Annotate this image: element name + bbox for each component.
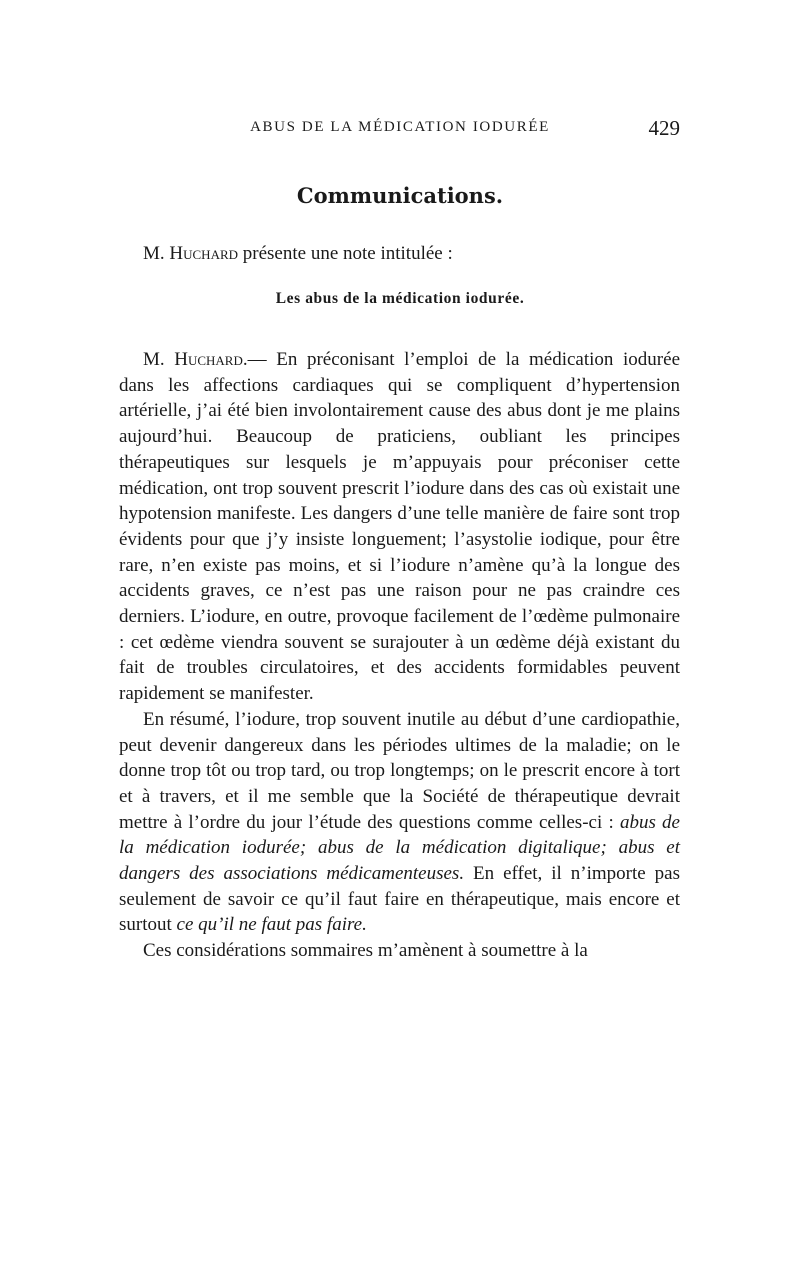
paragraph-2 bbox=[119, 707, 680, 938]
announcement-speaker: M. Huchard bbox=[143, 243, 239, 264]
paragraph-1-speaker: M. Huchard. bbox=[143, 349, 248, 370]
paragraph-2-italic-topics: abus de la médication iodurée; abus de la médication digitalique; abus et dangers des associations médicamenteuses. bbox=[119, 811, 680, 885]
paper-title: Les abus de la médication iodurée. bbox=[275, 290, 525, 307]
paragraph-2-text-before: En résumé, l’iodure, trop souvent inutile au début d’une cardiopathie, peut devenir dangereux dans les périodes ultimes de la maladie; on le donne trop tôt ou trop tard, ou trop longtemps; on le prescrit encore à tort et à travers, et il me semble que la Société de thérapeutique devrait mettre à l’ordre du jour l’étude des questions comme celles-ci : bbox=[119, 708, 680, 833]
paragraph-2-italic-end: ce qu’il ne faut pas faire. bbox=[176, 914, 367, 936]
paragraph-1-text: — En préconisant l’emploi de la médication iodurée dans les affections cardiaques qui se compliquent d’hypertension artérielle, j’ai été bien involontairement cause des abus dont je me plains aujourd’hui. Beaucoup de praticiens, oubliant les principes thérapeutiques sur lesquels je m’appuyais pour préconiser cette médication, ont trop souvent prescrit l’iodure dans des cas où existait une hypotension manifeste. Les dangers d’une telle manière de faire sont trop évidents pour que j’y insiste longuement; l’asystolie iodique, pour être rare, n’en existe pas moins, et si l’iodure n’amène qu’à la longue des accidents graves, ce n’est pas une raison pour ne pas craindre ces derniers. L’iodure, en outre, provoque facilement de l’œdème pulmonaire : cet œdème viendra souvent se surajouter à un œdème déjà existant du fait de troubles circulatoires, et des accidents formidables peuvent rapidement se manifester. bbox=[119, 349, 680, 705]
section-title: Communications. bbox=[296, 183, 504, 208]
running-header bbox=[120, 116, 680, 142]
announcement-text: présente une note intitulée : bbox=[238, 243, 453, 264]
running-title: ABUS DE LA MÉDICATION IODURÉE bbox=[250, 119, 550, 135]
paragraph-2-text-middle: En effet, il n’importe pas seulement de savoir ce qu’il faut faire en thérapeutique, mais encore et surtout bbox=[119, 863, 680, 936]
paragraph-3 bbox=[119, 938, 680, 964]
paragraph-3-text: Ces considérations sommaires m’amènent à soumettre à la bbox=[143, 940, 588, 962]
paragraph-1 bbox=[119, 347, 680, 707]
body-text bbox=[119, 347, 680, 964]
announcement-line bbox=[143, 243, 453, 265]
page-number: 429 bbox=[648, 116, 680, 140]
